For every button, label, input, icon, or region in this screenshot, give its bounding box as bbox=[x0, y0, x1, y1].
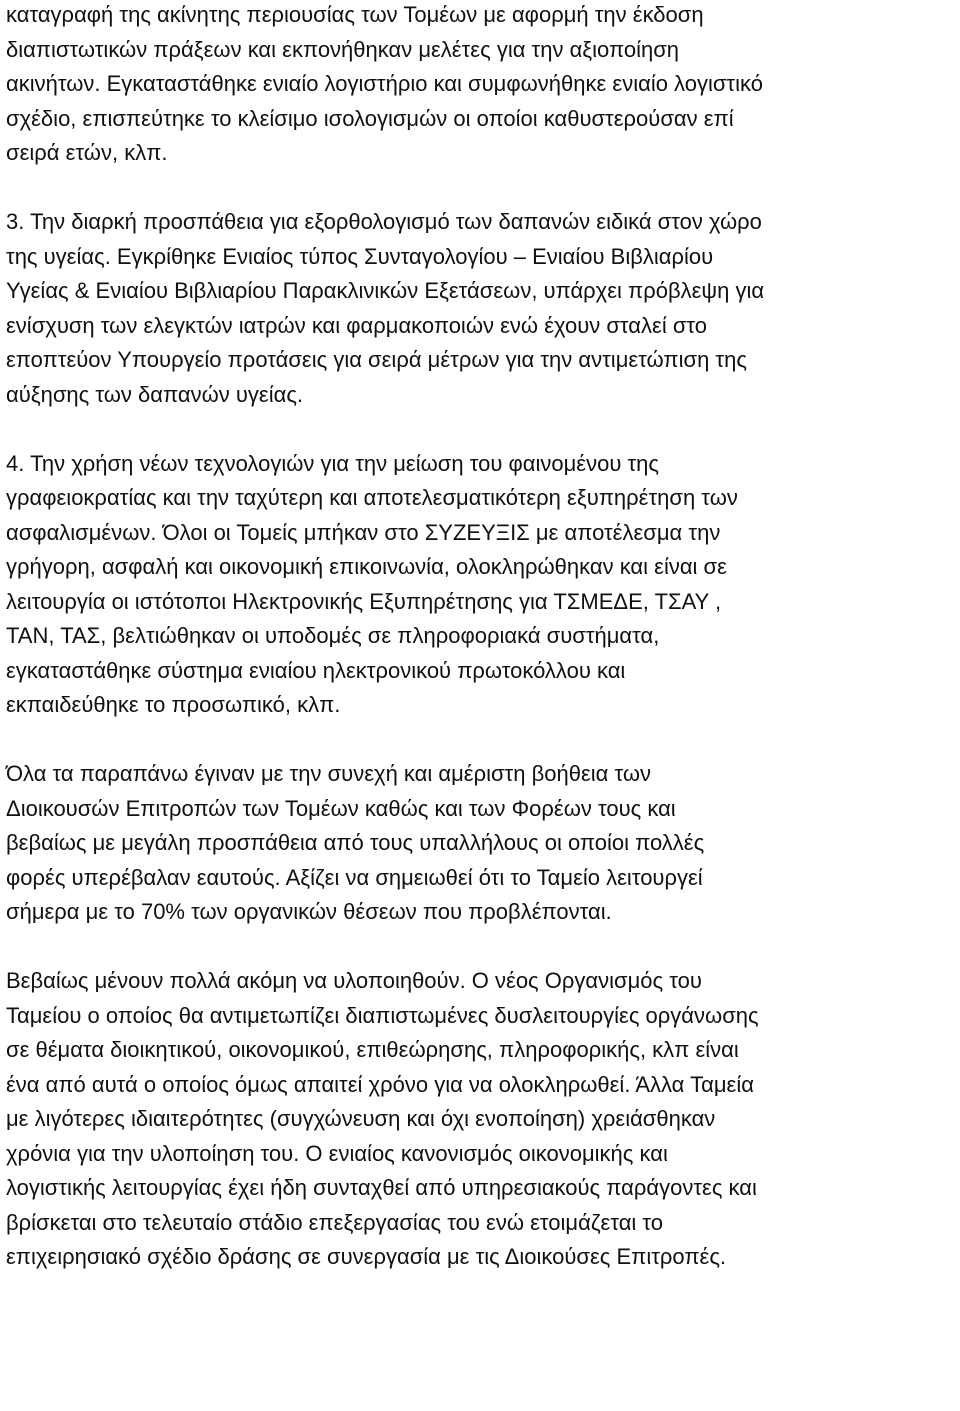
paragraph-point-4 bbox=[6, 447, 960, 723]
text-line: σήμερα με το 70% των οργανικών θέσεων που προβλέπονται. bbox=[6, 899, 612, 924]
text-line: βεβαίως με μεγάλη προσπάθεια από τους υπαλλήλους οι οποίοι πολλές bbox=[6, 830, 705, 855]
text-line: της υγείας. Εγκρίθηκε Ενιαίος τύπος Συνταγολογίου – Ενιαίου Βιβλιαρίου bbox=[6, 243, 714, 269]
text-line: καταγραφή της ακίνητης περιουσίας των Τομέων με αφορμή την έκδοση bbox=[6, 2, 704, 27]
text-line: ασφαλισμένων. Όλοι οι Τομείς μπήκαν στο ΣΥΖΕΥΞΙΣ με αποτέλεσμα την bbox=[6, 519, 721, 545]
paragraph-spacer bbox=[6, 412, 960, 447]
text-line: εγκαταστάθηκε σύστημα ενιαίου ηλεκτρονικού πρωτοκόλλου και bbox=[6, 657, 626, 683]
paragraph-spacer bbox=[6, 723, 960, 758]
paragraph-point-3 bbox=[6, 205, 960, 412]
text-line: 3. Την διαρκή προσπάθεια για εξορθολογισμό των δαπανών ειδικά στον χώρο bbox=[6, 209, 762, 234]
document-page bbox=[6, 0, 960, 1275]
text-line: εποπτεύον Υπουργείο προτάσεις για σειρά μέτρων για την αντιμετώπιση της bbox=[6, 347, 747, 372]
text-line: Διοικουσών Επιτροπών των Τομέων καθώς και των Φορέων τους και bbox=[6, 795, 676, 821]
text-line: λογιστικής λειτουργίας έχει ήδη συνταχθεί από υπηρεσιακούς παράγοντες και bbox=[6, 1175, 757, 1200]
paragraph-remaining bbox=[6, 964, 960, 1275]
text-line: Ταμείου ο οποίος θα αντιμετωπίζει διαπιστωμένες δυσλειτουργίες οργάνωσης bbox=[6, 1002, 759, 1028]
text-line: φορές υπερέβαλαν εαυτούς. Αξίζει να σημειωθεί ότι το Ταμείο λειτουργεί bbox=[6, 864, 703, 890]
text-line: ακινήτων. Εγκαταστάθηκε ενιαίο λογιστήριο και συμφωνήθηκε ενιαίο λογιστικό bbox=[6, 71, 763, 96]
text-line: επιχειρησιακό σχέδιο δράσης σε συνεργασία με τις Διοικούσες Επιτροπές. bbox=[6, 1244, 727, 1269]
text-line: Όλα τα παραπάνω έγιναν με την συνεχή και αμέριστη βοήθεια των bbox=[6, 761, 652, 786]
text-line: εκπαιδεύθηκε το προσωπικό, κλπ. bbox=[6, 692, 341, 717]
paragraph-spacer bbox=[6, 930, 960, 965]
text-line: βρίσκεται στο τελευταίο στάδιο επεξεργασίας του ενώ ετοιμάζεται το bbox=[6, 1209, 664, 1235]
paragraph-intro-continuation bbox=[6, 0, 960, 171]
text-line: σε θέματα διοικητικού, οικονομικού, επιθεώρησης, πληροφορικής, κλπ είναι bbox=[6, 1037, 739, 1062]
text-line: σειρά ετών, κλπ. bbox=[6, 140, 168, 165]
paragraph-summary bbox=[6, 757, 960, 930]
text-line: με λιγότερες ιδιαιτερότητες (συγχώνευση και όχι ενοποίηση) χρειάσθηκαν bbox=[6, 1106, 716, 1131]
text-line: γρήγορη, ασφαλή και οικονομική επικοινωνία, ολοκληρώθηκαν και είναι σε bbox=[6, 554, 727, 579]
text-line: 4. Την χρήση νέων τεχνολογιών για την μείωση του φαινομένου της bbox=[6, 450, 659, 476]
paragraph-spacer bbox=[6, 171, 960, 206]
text-line: ένα από αυτά ο οποίος όμως απαιτεί χρόνο για να ολοκληρωθεί. Άλλα Ταμεία bbox=[6, 1071, 754, 1097]
text-line: λειτουργία οι ιστότοποι Ηλεκτρονικής Εξυπηρέτησης για ΤΣΜΕΔΕ, ΤΣΑΥ , bbox=[6, 588, 722, 614]
text-line: ενίσχυση των ελεγκτών ιατρών και φαρμακοποιών ενώ έχουν σταλεί στο bbox=[6, 312, 708, 338]
text-line: σχέδιο, επισπεύτηκε το κλείσιμο ισολογισμών οι οποίοι καθυστερούσαν επί bbox=[6, 105, 734, 131]
text-line: Βεβαίως μένουν πολλά ακόμη να υλοποιηθούν. Ο νέος Οργανισμός του bbox=[6, 968, 702, 993]
text-line: ΤΑΝ, ΤΑΣ, βελτιώθηκαν οι υποδομές σε πληροφοριακά συστήματα, bbox=[6, 623, 660, 648]
text-line: αύξησης των δαπανών υγείας. bbox=[6, 381, 304, 407]
text-line: Υγείας & Ενιαίου Βιβλιαρίου Παρακλινικών Εξετάσεων, υπάρχει πρόβλεψη για bbox=[6, 278, 765, 303]
text-line: διαπιστωτικών πράξεων και εκπονήθηκαν μελέτες για την αξιοποίηση bbox=[6, 36, 680, 62]
text-line: γραφειοκρατίας και την ταχύτερη και αποτελεσματικότερη εξυπηρέτηση των bbox=[6, 485, 738, 510]
text-line: χρόνια για την υλοποίηση του. Ο ενιαίος κανονισμός οικονομικής και bbox=[6, 1140, 668, 1166]
